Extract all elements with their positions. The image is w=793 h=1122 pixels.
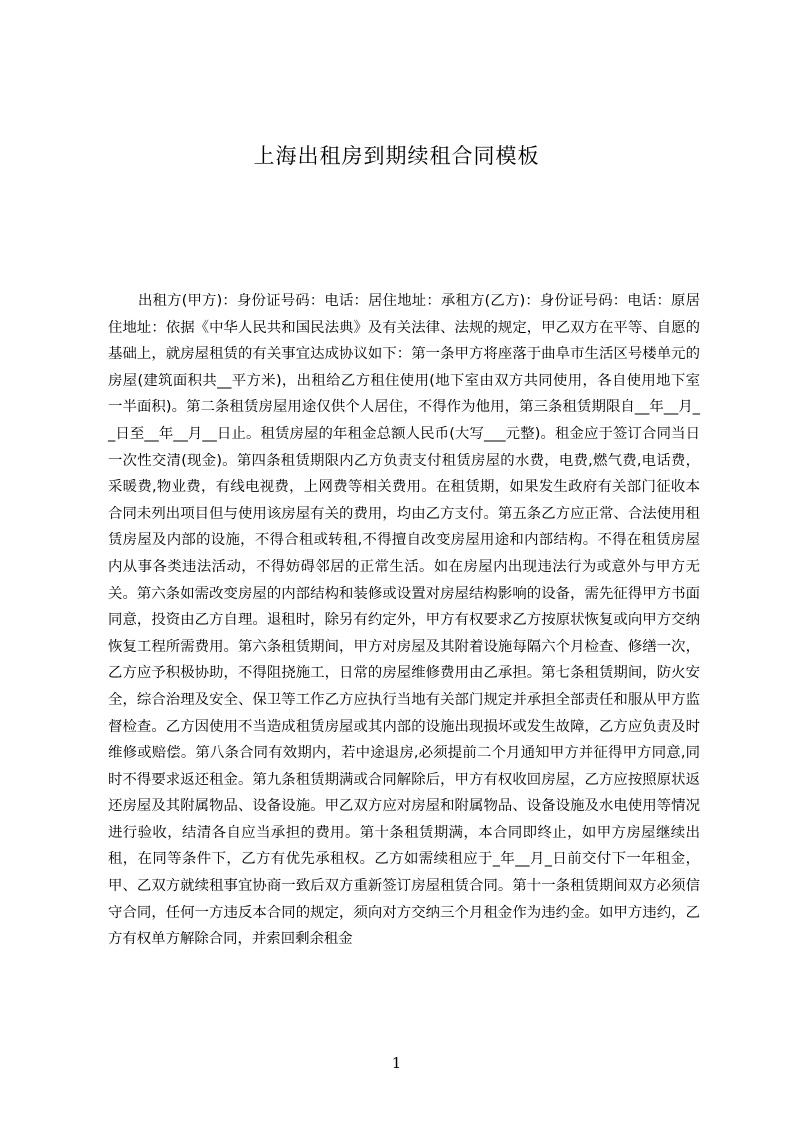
page-title: 上海出租房到期续租合同模板 [253,144,540,168]
page-number: 1 [391,1054,402,1072]
contract-body-text: 出租方(甲方)：身份证号码：电话：居住地址：承租方(乙方)：身份证号码：电话：原居住地址：依据《中华人民共和国民法典》及有关法律、法规的规定，甲乙双方在平等、自愿的基础上，就房屋租赁的有关事宜达成协议如下：第一条甲方将座落于曲阜市生活区号楼单元的房屋(建筑面积共__平方米)，出租给乙方租住使用(地下室由双方共同使用，各自使用地下室一半面积)。第二条租赁房屋用途仅供个人居住，不得作为他用，第三条租赁期限自__年__月__日至__年__月__日止。租赁房屋的年租金总额人民币(大写___元整)。租金应于签订合同当日一次性交清(现金)。第四条租赁期限内乙方负责支付租赁房屋的水费，电费,燃气费,电话费，采暖费,物业费，有线电视费，上网费等相关费用。在租赁期，如果发生政府有关部门征收本合同未列出项目但与使用该房屋有关的费用，均由乙方支付。第五条乙方应正常、合法使用租赁房屋及内部的设施，不得合租或转租,不得擅自改变房屋用途和内部结构。不得在租赁房屋内从事各类违法活动，不得妨碍邻居的正常生活。如在房屋内出现违法行为或意外与甲方无关。第六条如需改变房屋的内部结构和装修或设置对房屋结构影响的设备，需先征得甲方书面同意，投资由乙方自理。退租时，除另有约定外，甲方有权要求乙方按原状恢复或向甲方交纳恢复工程所需费用。第六条租赁期间，甲方对房屋及其附着设施每隔六个月检查、修缮一次，乙方应予积极协助，不得阻挠施工，日常的房屋维修费用由乙承担。第七条租赁期间，防火安全，综合治理及安全、保卫等工作乙方应执行当地有关部门规定并承担全部责任和服从甲方监督检查。乙方因使用不当造成租赁房屋或其内部的设施出现损坏或发生故障，乙方应负责及时维修或赔偿。第八条合同有效期内，若中途退房,必须提前二个月通知甲方并征得甲方同意,同时不得要求返还租金。第九条租赁期满或合同解除后，甲方有权收回房屋，乙方应按照原状返还房屋及其附属物品、设备设施。甲乙双方应对房屋和附属物品、设备设施及水电使用等情况进行验收，结清各自应当承担的费用。第十条租赁期满，本合同即终止，如甲方房屋继续出租，在同等条件下，乙方有优先承租权。乙方如需续租应于_年__月_日前交付下一年租金，甲、乙双方就续租事宜协商一致后双方重新签订房屋租赁合同。第十一条租赁期间双方必须信守合同，任何一方违反本合同的规定，须向对方交纳三个月租金作为违约金。如甲方违约，乙方有权单方解除合同，并索回剩余租金 [108,293,701,948]
